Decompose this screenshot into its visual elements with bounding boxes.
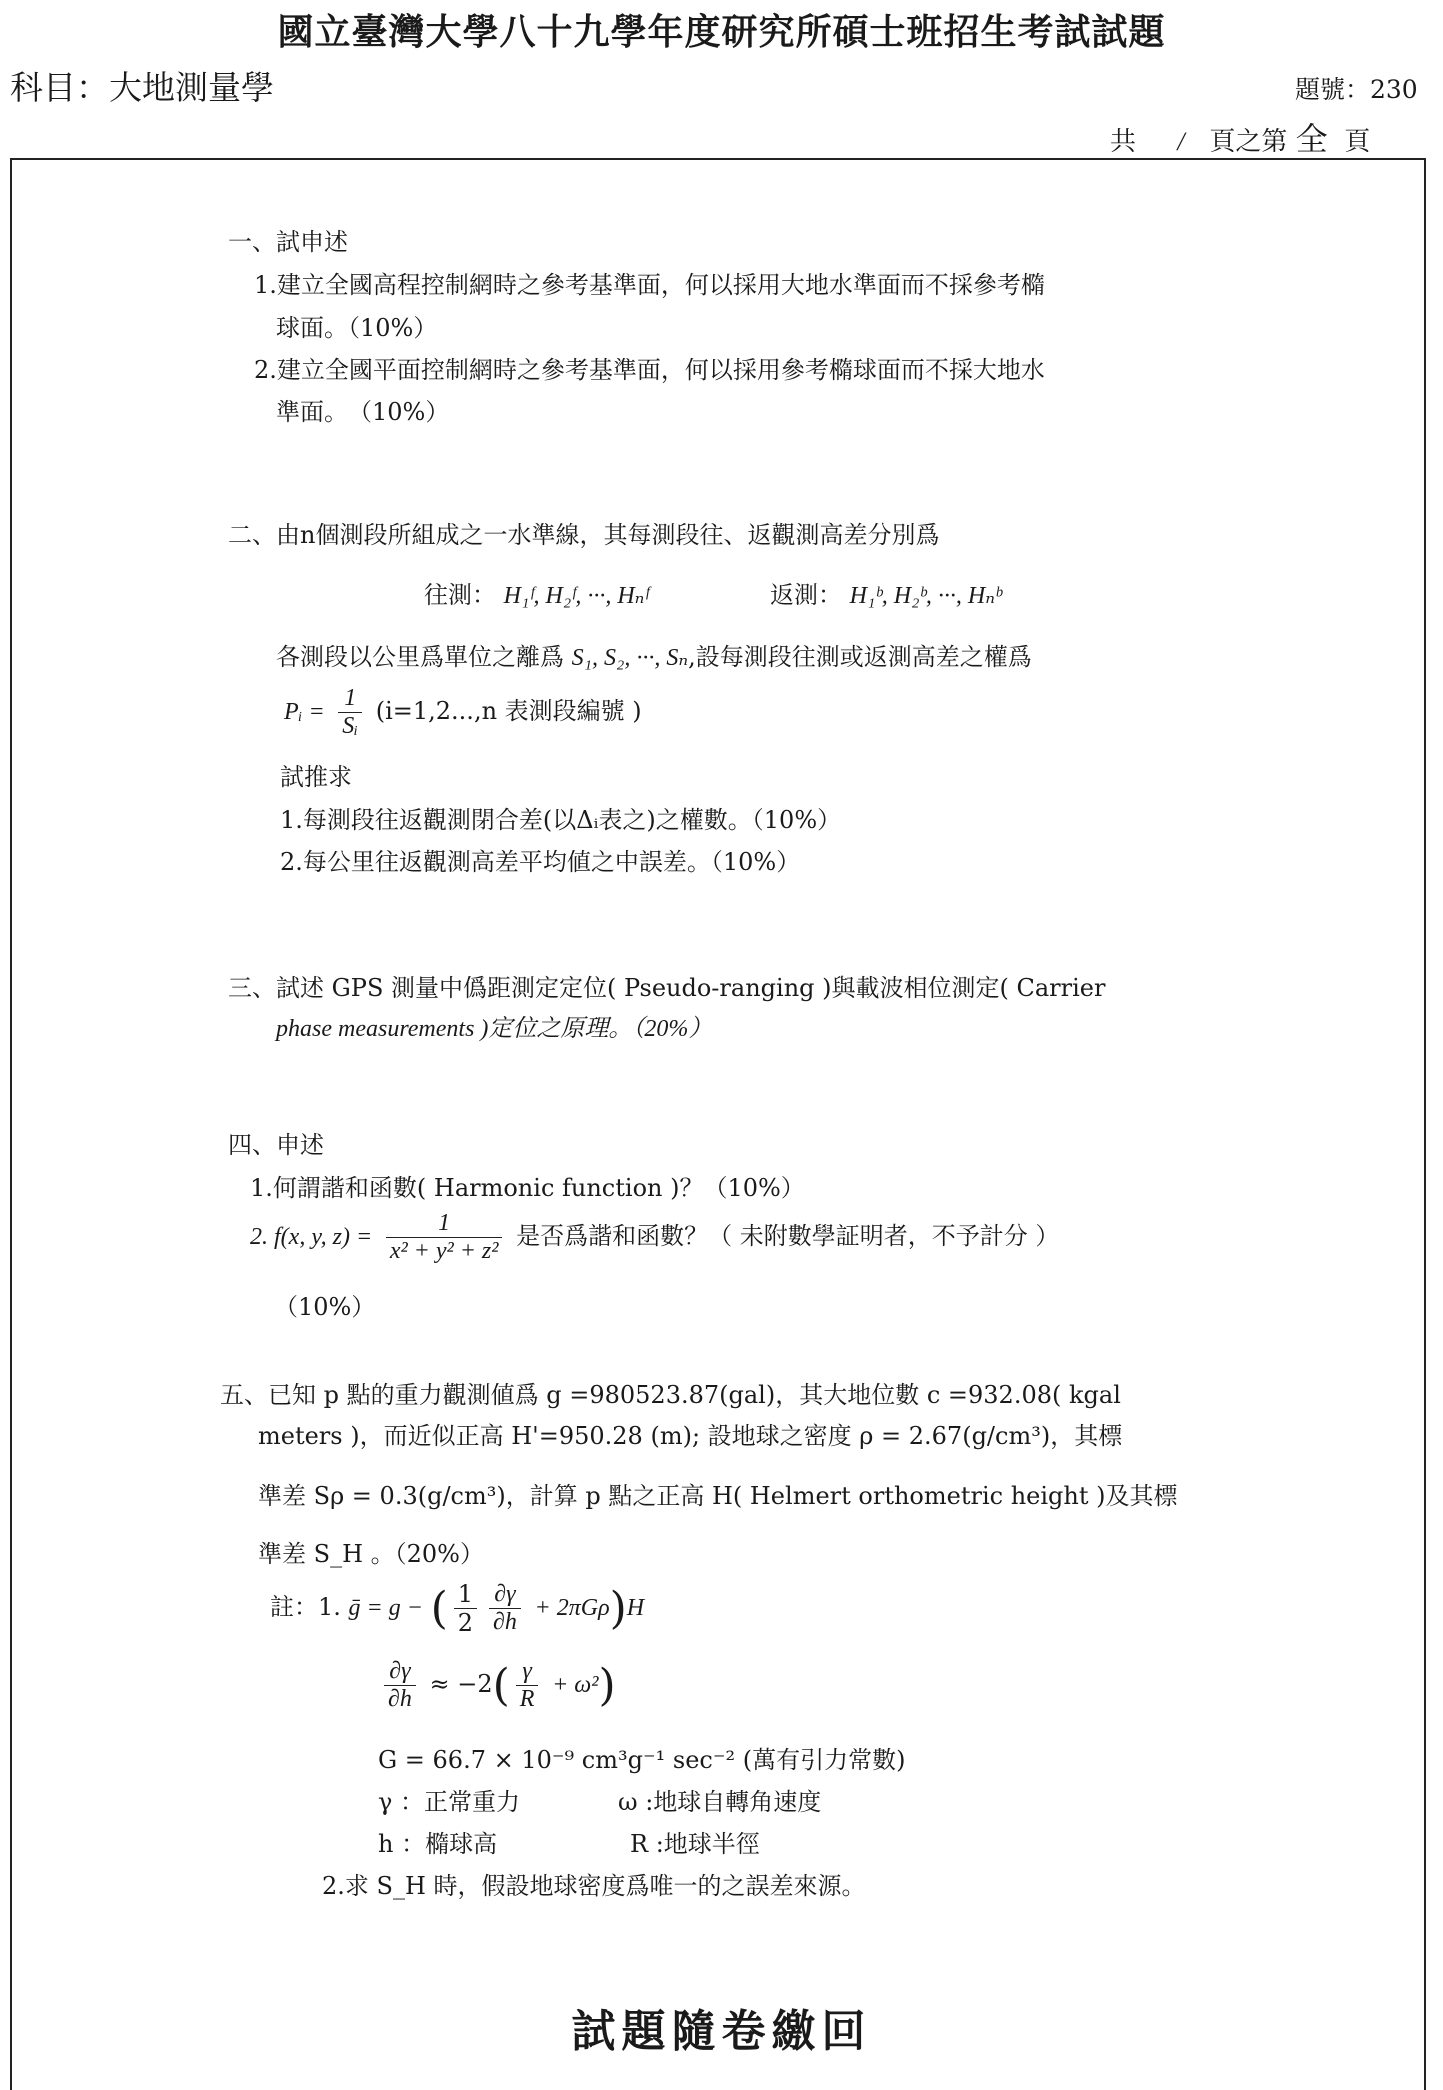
subject-label: 科目：大地測量學 [10,68,274,107]
q2-distance-b: ,設每測段往測或返測高差之權爲 [688,643,1032,671]
q5-eq1-half-num: 1 [454,1580,477,1609]
q5-note-label: 註：1. [270,1593,341,1621]
q2-weight-den: Sᵢ [342,713,359,739]
q5-eq2-rparen: ) [598,1660,616,1711]
q4-item2-lhs: 2. f(x, y, z) = [250,1224,373,1250]
q5-line3: 準差 Sρ = 0.3(g/cm³)，計算 p 點之正高 H( Helmert orthometric height )及其標 [258,1482,1178,1510]
q2-backward [770,575,1001,610]
exam-title: 國立臺灣大學八十九學年度研究所碩士班招生考試試題 [277,11,1166,53]
q5-eq2-frac [516,1658,539,1713]
q5-eq2-tail: + ω² [552,1672,599,1698]
q5-note-eq2 [378,1658,616,1713]
q4-item2-score: （10%） [274,1293,376,1321]
q2-item2: 2.每公里往返觀測高差平均値之中誤差。（10%） [280,848,801,876]
q5-line1: 五、已知 p 點的重力觀測値爲 g =980523.87(gal)，其大地位數 c =932.08( kgal [220,1381,1121,1409]
q2-backward-label: 返測： [770,581,842,609]
q5-eq1-deriv [489,1581,521,1636]
q2-item1: 1.每測段往返觀測閉合差(以Δᵢ表之)之權數。（10%） [280,806,842,834]
q5-line2: meters )，而近似正高 H'=950.28 (m); 設地球之密度 ρ = 2.67(g/cm³)，其標 [258,1422,1123,1450]
q5-eq1-rparen: ) [609,1583,627,1634]
q2-forward-expr: H₁ᶠ, H₂ᶠ, ···, Hₙᶠ [503,583,649,609]
q5-eq2-frac-den: R [519,1686,535,1712]
q5-eq2-deriv [384,1658,416,1713]
q5-eq1-half-den: 2 [457,1609,474,1637]
q5-eq1-deriv-num: ∂γ [489,1581,521,1609]
page-prefix: 共 [1110,127,1137,157]
q2-distance-line [276,637,1032,672]
q4-fraction-num: 1 [386,1210,503,1238]
q2-weight-fraction [338,685,362,740]
page-middle: 頁之第 [1209,127,1288,157]
q5-note-gamma: γ ：正常重力 [378,1788,520,1816]
q2-distance-a: 各測段以公里爲單位之離爲 [276,643,564,671]
q2-forward-label: 往測： [424,581,496,609]
q2-ask: 試推求 [280,763,352,791]
q2-distance-expr: S₁, S₂, ···, Sₙ [571,645,689,671]
q4-item2-rest: 是否爲諧和函數？（ 未附數學証明者，不予計分 ） [516,1222,1060,1250]
q4-item1: 1.何謂諧和函數( Harmonic function )？（10%） [250,1174,805,1202]
q3-line1: 三、試述 GPS 測量中僞距測定定位( Pseudo-ranging )與載波相位測定( Carrier [228,974,1106,1002]
q1-item1-line1: 1.建立全國高程控制網時之參考基準面，何以採用大地水準面而不採參考橢 [254,271,1045,299]
q5-eq2-lparen: ( [492,1660,510,1711]
q4-heading: 四、申述 [228,1131,324,1159]
q2-weight-line [284,685,642,740]
footer-return-notice: 試題隨卷繳回 [571,2006,872,2057]
q3-line2: phase measurements )定位之原理。（20%） [276,1016,713,1042]
question-number: 題號：230 [1295,75,1418,104]
page-total: / [1177,127,1185,156]
q5-eq2-mid: ≈ −2 [429,1670,493,1698]
q5-eq1-lparen: ( [430,1583,448,1634]
q5-eq1-rest: + 2πGρ [534,1595,610,1621]
q2-weight-lhs: Pᵢ = [284,699,325,725]
q5-item2: 2.求 S_H 時，假設地球密度爲唯一的之誤差來源。 [322,1872,866,1900]
q5-eq1-deriv-den: ∂h [493,1609,517,1635]
q4-fraction [386,1210,503,1265]
page-suffix: 頁 [1344,127,1371,157]
q5-note-h: h ：橢球高 [378,1830,498,1858]
q5-note-omega: ω :地球自轉角速度 [618,1788,822,1816]
q4-item2 [250,1210,1059,1265]
q2-weight-note: (i=1,2...,n 表測段編號 ) [375,697,642,725]
q5-eq2-frac-num: γ [516,1658,539,1686]
q5-note-R: R :地球半徑 [630,1830,760,1858]
q1-item2-line2: 準面。 （10%） [276,398,450,426]
q5-eq1-lhs: ḡ = g − [348,1595,423,1621]
q5-eq1-half [454,1580,477,1637]
q1-item2-line1: 2.建立全國平面控制網時之參考基準面，何以採用參考橢球面而不採大地水 [254,356,1045,384]
q2-forward [424,575,649,610]
q5-eq2-deriv-num: ∂γ [384,1658,416,1686]
q5-eq2-deriv-den: ∂h [388,1686,412,1712]
page-info [1110,114,1370,160]
q2-weight-num: 1 [338,685,362,713]
q2-heading: 二、由n個測段所組成之一水準線，其每測段往、返觀測高差分別爲 [228,521,940,549]
q5-note-G: G = 66.7 × 10⁻⁹ cm³g⁻¹ sec⁻² (萬有引力常數) [378,1746,906,1774]
q4-fraction-den: x² + y² + z² [389,1238,499,1264]
q5-note-eq1 [270,1580,644,1637]
q1-item1-line2: 球面。（10%） [276,314,438,342]
q2-backward-expr: H₁ᵇ, H₂ᵇ, ···, Hₙᵇ [849,583,1002,609]
q5-eq1-tail: H [626,1595,645,1621]
page-current: 全 [1295,120,1328,158]
q5-line4: 準差 S_H 。（20%） [258,1540,484,1568]
q1-heading: 一、試申述 [228,228,348,256]
